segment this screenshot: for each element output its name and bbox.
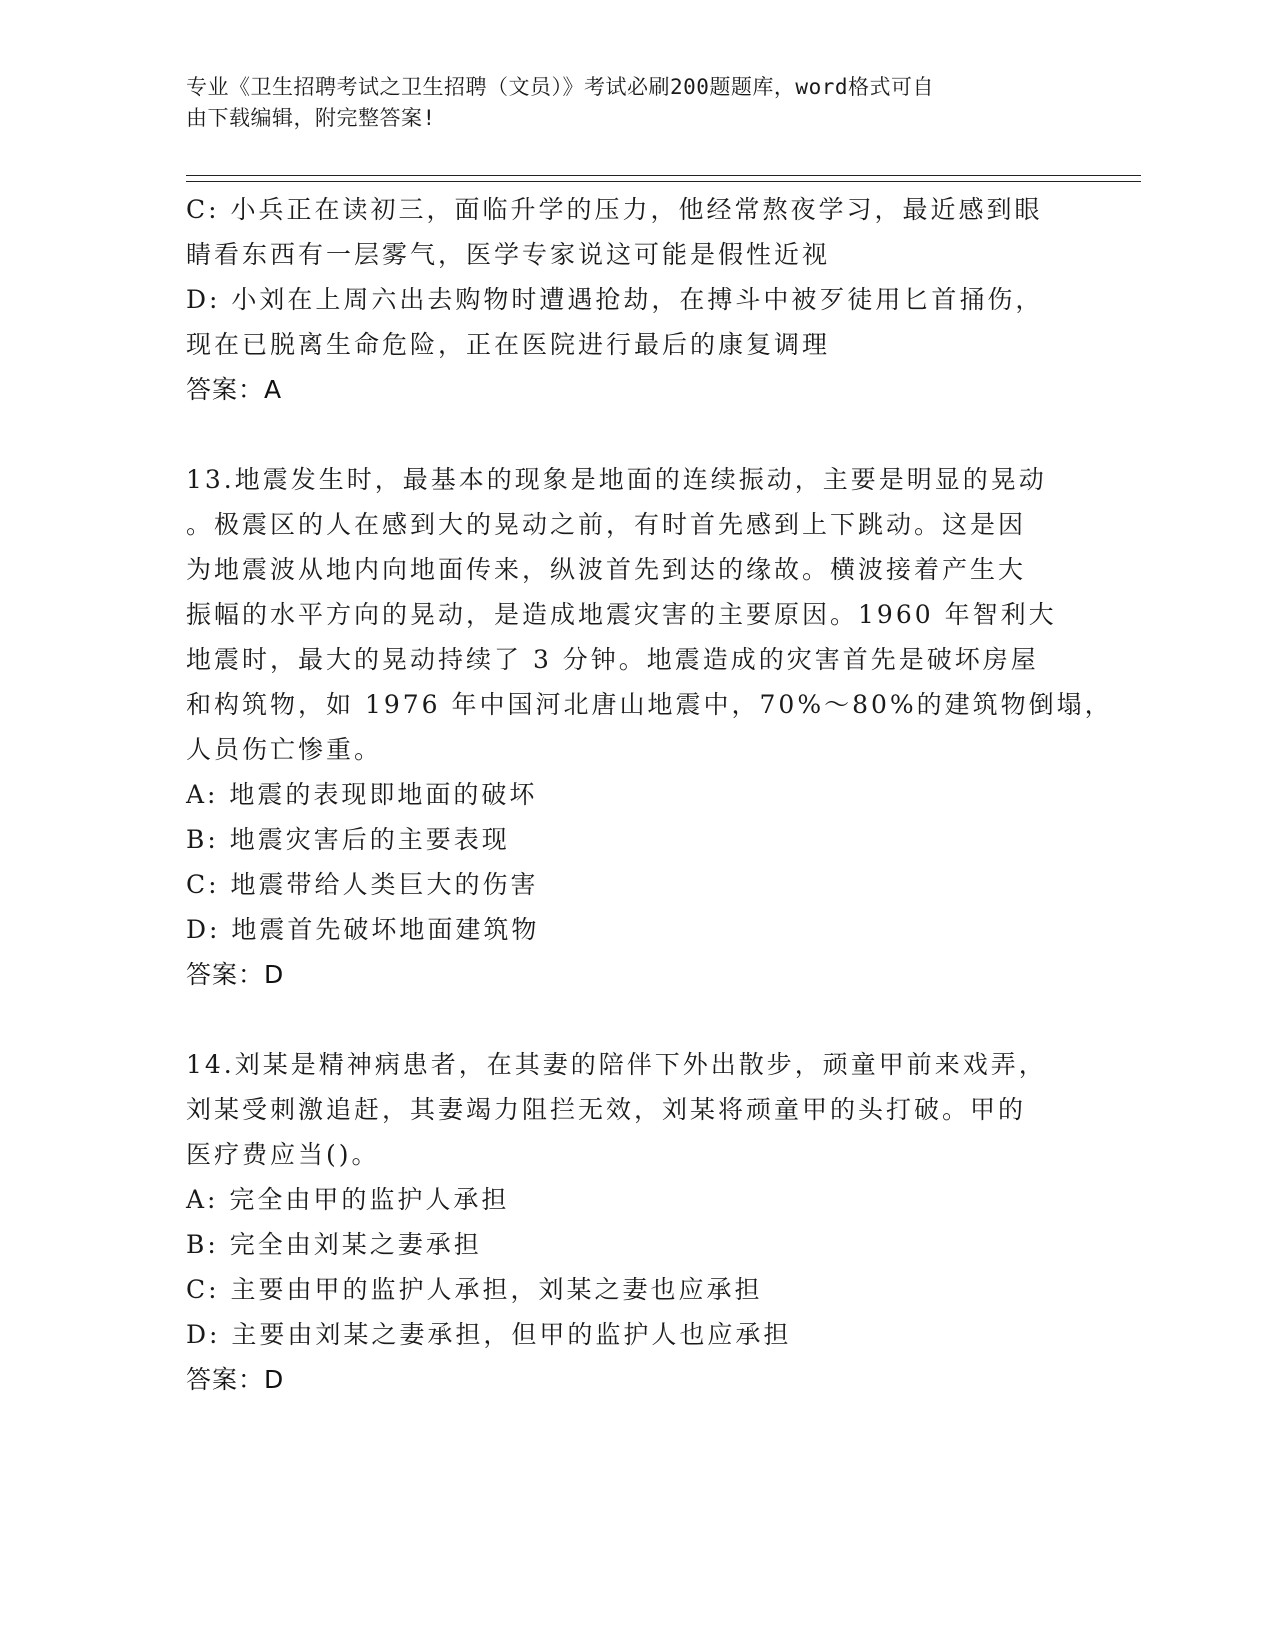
option-d: D: 主要由刘某之妻承担，但甲的监护人也应承担 — [186, 1320, 792, 1349]
question-stem-line: 医疗费应当()。 — [186, 1140, 380, 1169]
spacer — [186, 412, 1066, 457]
option-b: B: 地震灾害后的主要表现 — [186, 825, 510, 854]
spacer — [186, 997, 1066, 1042]
option-a: A: 地震的表现即地面的破坏 — [186, 780, 538, 809]
question-13 — [186, 457, 1113, 997]
question-stem-line: 人员伤亡惨重。 — [186, 735, 383, 764]
option-d-line-1: D: 小刘在上周六出去购物时遭遇抢劫，在搏斗中被歹徒用匕首捅伤， — [186, 285, 1044, 314]
answer-line: 答案：D — [186, 1365, 285, 1394]
question-stem-line: 14.刘某是精神病患者，在其妻的陪伴下外出散步，顽童甲前来戏弄， — [186, 1050, 1047, 1079]
option-d: D: 地震首先破坏地面建筑物 — [186, 915, 540, 944]
option-a: A: 完全由甲的监护人承担 — [186, 1185, 510, 1214]
previous-question — [186, 187, 1066, 412]
question-stem-line: 为地震波从地内向地面传来，纵波首先到达的缘故。横波接着产生大 — [186, 555, 1027, 584]
answer-line: 答案：D — [186, 960, 285, 989]
option-b: B: 完全由刘某之妻承担 — [186, 1230, 482, 1259]
question-stem-line: 地震时，最大的晃动持续了 3 分钟。地震造成的灾害首先是破坏房屋 — [186, 645, 1039, 674]
document-body — [186, 187, 1113, 1402]
option-c-line-2: 睛看东西有一层雾气，医学专家说这可能是假性近视 — [186, 240, 831, 269]
document-header — [186, 72, 1066, 134]
question-stem-line: 。极震区的人在感到大的晃动之前，有时首先感到上下跳动。这是因 — [186, 510, 1027, 539]
question-stem-line: 和构筑物，如 1976 年中国河北唐山地震中，70%～80%的建筑物倒塌， — [186, 690, 1113, 719]
option-d-line-2: 现在已脱离生命危险，正在医院进行最后的康复调理 — [186, 330, 831, 359]
question-stem-line: 13.地震发生时，最基本的现象是地面的连续振动，主要是明显的晃动 — [186, 465, 1047, 494]
question-stem-line: 振幅的水平方向的晃动，是造成地震灾害的主要原因。1960 年智利大 — [186, 600, 1057, 629]
option-c: C: 地震带给人类巨大的伤害 — [186, 870, 539, 899]
header-divider-top — [186, 175, 1141, 176]
option-c: C: 主要由甲的监护人承担，刘某之妻也应承担 — [186, 1275, 763, 1304]
header-divider-bottom — [186, 181, 1141, 182]
header-line-2: 由下载编辑，附完整答案! — [186, 106, 436, 130]
header-line-1: 专业《卫生招聘考试之卫生招聘（文员）》考试必刷200题题库，word格式可自 — [186, 75, 934, 99]
question-14 — [186, 1042, 1066, 1402]
question-stem-line: 刘某受刺激追赶，其妻竭力阻拦无效，刘某将顽童甲的头打破。甲的 — [186, 1095, 1027, 1124]
option-c-line-1: C: 小兵正在读初三，面临升学的压力，他经常熬夜学习，最近感到眼 — [186, 195, 1043, 224]
answer-line: 答案：A — [186, 375, 283, 404]
